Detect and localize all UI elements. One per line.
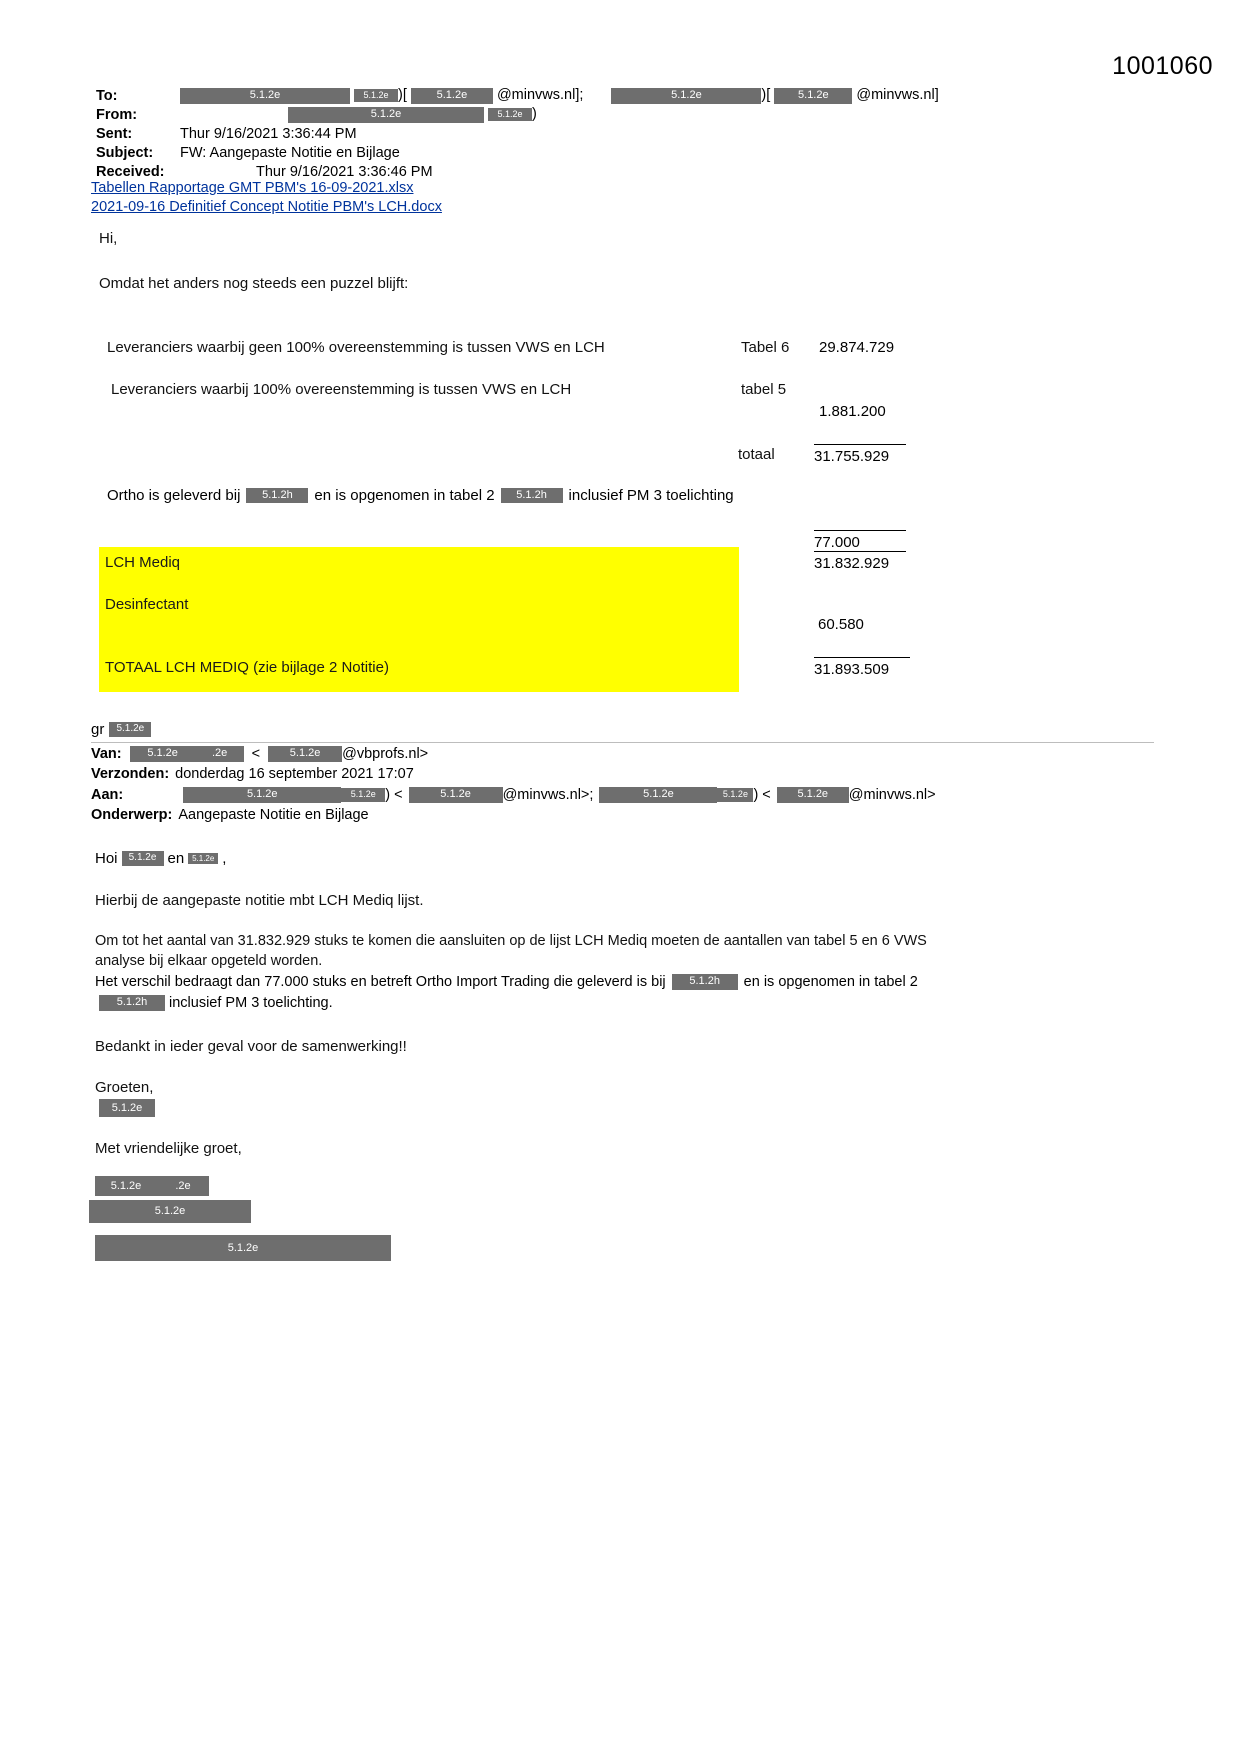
subject-label: Subject: (96, 144, 154, 161)
aan-sep-1: ) < (385, 787, 403, 803)
redaction-block: 5.1.2h (501, 488, 563, 504)
to-value (180, 87, 939, 103)
grand-total-value: 31.893.509 (814, 657, 910, 678)
signature-block-row-1 (95, 1176, 209, 1196)
verzonden-label: Verzonden: (91, 766, 170, 782)
van-bracket: < (251, 746, 261, 762)
body-intro: Omdat het anders nog steeds een puzzel blijft: (99, 275, 409, 292)
quoted-line-2b: analyse bij elkaar opgeteld worden. (95, 953, 323, 969)
redaction-block: 5.1.2e (288, 107, 484, 123)
redaction-block: 5.1.2e (409, 787, 503, 803)
redaction-block: 5.1.2e (354, 89, 398, 102)
ortho-pre: Ortho is geleverd bij (107, 487, 241, 504)
redaction-block: .2e (157, 1176, 209, 1196)
quoted-onderwerp-row (91, 807, 369, 823)
redaction-block: 5.1.2e (183, 787, 341, 803)
redaction-block: 5.1.2e (130, 746, 196, 762)
redaction-block: 5.1.2e (99, 1099, 155, 1117)
quoted-mvg: Met vriendelijke groet, (95, 1140, 242, 1157)
redaction-block: 5.1.2e (599, 787, 717, 803)
hoi-mid: en (167, 850, 185, 867)
body-greeting: Hi, (99, 230, 118, 247)
lch-mediq-value: 31.832.929 (814, 551, 906, 572)
total-label: totaal (738, 446, 775, 463)
sent-label: Sent: (96, 125, 133, 142)
redaction-block: 5.1.2e (188, 853, 218, 865)
summary-row-2-table: tabel 5 (741, 381, 787, 398)
redaction-block: 5.1.2e (89, 1200, 251, 1223)
ortho-mid: en is opgenomen in tabel 2 (314, 487, 495, 504)
header-row-from (96, 105, 1156, 124)
quoted-line-4: Bedankt in ieder geval voor de samenwerking!! (95, 1038, 407, 1055)
hoi-pre: Hoi (95, 850, 118, 867)
from-label: From: (96, 106, 138, 123)
to-sep-1: )[ (398, 87, 407, 104)
gr-label: gr (91, 721, 105, 738)
header-row-received (96, 162, 1156, 181)
redaction-block: 5.1.2e (774, 88, 852, 104)
to-domain-1: @minvws.nl]; (496, 87, 584, 104)
quoted-groeten: Groeten, (95, 1079, 154, 1096)
email-header (96, 86, 1156, 181)
redaction-block: 5.1.2e (777, 787, 849, 803)
aan-domain-1: @minvws.nl>; (502, 787, 594, 803)
quoted-line-3a: Het verschil bedraagt dan 77.000 stuks en betreft Ortho Import Trading die geleverd is bij (95, 974, 666, 990)
desinfectant-label: Desinfectant (105, 596, 189, 613)
redaction-block: 5.1.2h (99, 995, 165, 1011)
redaction-block: 5.1.2h (246, 488, 308, 504)
redaction-block: 5.1.2e (95, 1235, 391, 1261)
desinfectant-value: 60.580 (818, 616, 864, 633)
quoted-verzonden-row (91, 766, 414, 782)
redaction-block: 5.1.2e (488, 108, 532, 121)
header-row-subject (96, 143, 1156, 162)
redaction-block: 5.1.2e (611, 88, 761, 104)
sent-value: Thur 9/16/2021 3:36:44 PM (180, 125, 357, 142)
aan-sep-2: ) < (753, 787, 771, 803)
van-domain: @vbprofs.nl> (342, 746, 429, 762)
redaction-block: 5.1.2e (122, 851, 164, 866)
to-label: To: (96, 87, 118, 104)
received-value: Thur 9/16/2021 3:36:46 PM (256, 163, 433, 180)
total-value: 31.755.929 (814, 444, 906, 465)
ortho-post: inclusief PM 3 toelichting (568, 487, 734, 504)
header-row-to (96, 86, 1156, 105)
quoted-line-2a: Om tot het aantal van 31.832.929 stuks te komen die aansluiten op de lijst LCH Mediq moeten de aantallen van tabel 5 en 6 VWS (95, 933, 927, 949)
aan-domain-2: @minvws.nl> (848, 787, 936, 803)
lch-mediq-label: LCH Mediq (105, 554, 181, 571)
onderwerp-label: Onderwerp: (91, 807, 173, 823)
verzonden-value: donderdag 16 september 2021 17:07 (175, 766, 414, 782)
signature-gr (91, 721, 151, 738)
attachment-link-xlsx[interactable]: Tabellen Rapportage GMT PBM's 16-09-2021.xlsx (91, 180, 414, 196)
redaction-block: 5.1.2e (341, 788, 385, 801)
header-row-sent (96, 124, 1156, 143)
summary-row-1-value: 29.874.729 (819, 339, 895, 356)
quoted-greeting (95, 850, 226, 867)
quoted-line-3c: inclusief PM 3 toelichting. (169, 995, 333, 1011)
redaction-block: 5.1.2e (180, 88, 350, 104)
van-label: Van: (91, 746, 122, 762)
redaction-block: 5.1.2e (95, 1176, 157, 1196)
ortho-line (107, 487, 734, 504)
quoted-aan-row (91, 787, 936, 803)
quoted-van-row (91, 746, 428, 762)
redaction-block: 5.1.2h (672, 974, 738, 990)
attachment-link-docx[interactable]: 2021-09-16 Definitief Concept Notitie PBM's LCH.docx (91, 199, 442, 215)
redaction-block: 5.1.2e (109, 722, 151, 737)
summary-row-2-text: Leveranciers waarbij 100% overeenstemming is tussen VWS en LCH (111, 381, 572, 398)
summary-row-1-text: Leveranciers waarbij geen 100% overeenstemming is tussen VWS en LCH (107, 339, 605, 356)
redaction-block: 5.1.2e (717, 788, 753, 801)
summary-row-1-table: Tabel 6 (741, 339, 790, 356)
from-paren: ) (532, 106, 537, 123)
received-label: Received: (96, 163, 165, 180)
quoted-line-3-row2 (99, 995, 333, 1011)
from-value (180, 106, 537, 122)
document-id: 1001060 (1112, 52, 1213, 80)
grand-total-label: TOTAAL LCH MEDIQ (zie bijlage 2 Notitie) (105, 659, 389, 676)
redaction-block: 5.1.2e (268, 746, 342, 762)
divider (91, 742, 1154, 743)
onderwerp-value: Aangepaste Notitie en Bijlage (178, 807, 369, 823)
subject-value: FW: Aangepaste Notitie en Bijlage (180, 144, 400, 161)
to-sep-2: )[ (761, 87, 771, 104)
value-77000: 77.000 (814, 530, 906, 551)
redaction-block: .2e (196, 746, 244, 762)
redaction-block: 5.1.2e (411, 88, 493, 104)
to-domain-2: @minvws.nl] (856, 87, 939, 104)
quoted-line-1: Hierbij de aangepaste notitie mbt LCH Mediq lijst. (95, 892, 424, 909)
quoted-line-3-row1 (95, 974, 918, 990)
quoted-line-3b: en is opgenomen in tabel 2 (743, 974, 918, 990)
hoi-post: , (222, 850, 227, 867)
summary-row-2-value: 1.881.200 (819, 403, 886, 420)
aan-label: Aan: (91, 787, 124, 803)
